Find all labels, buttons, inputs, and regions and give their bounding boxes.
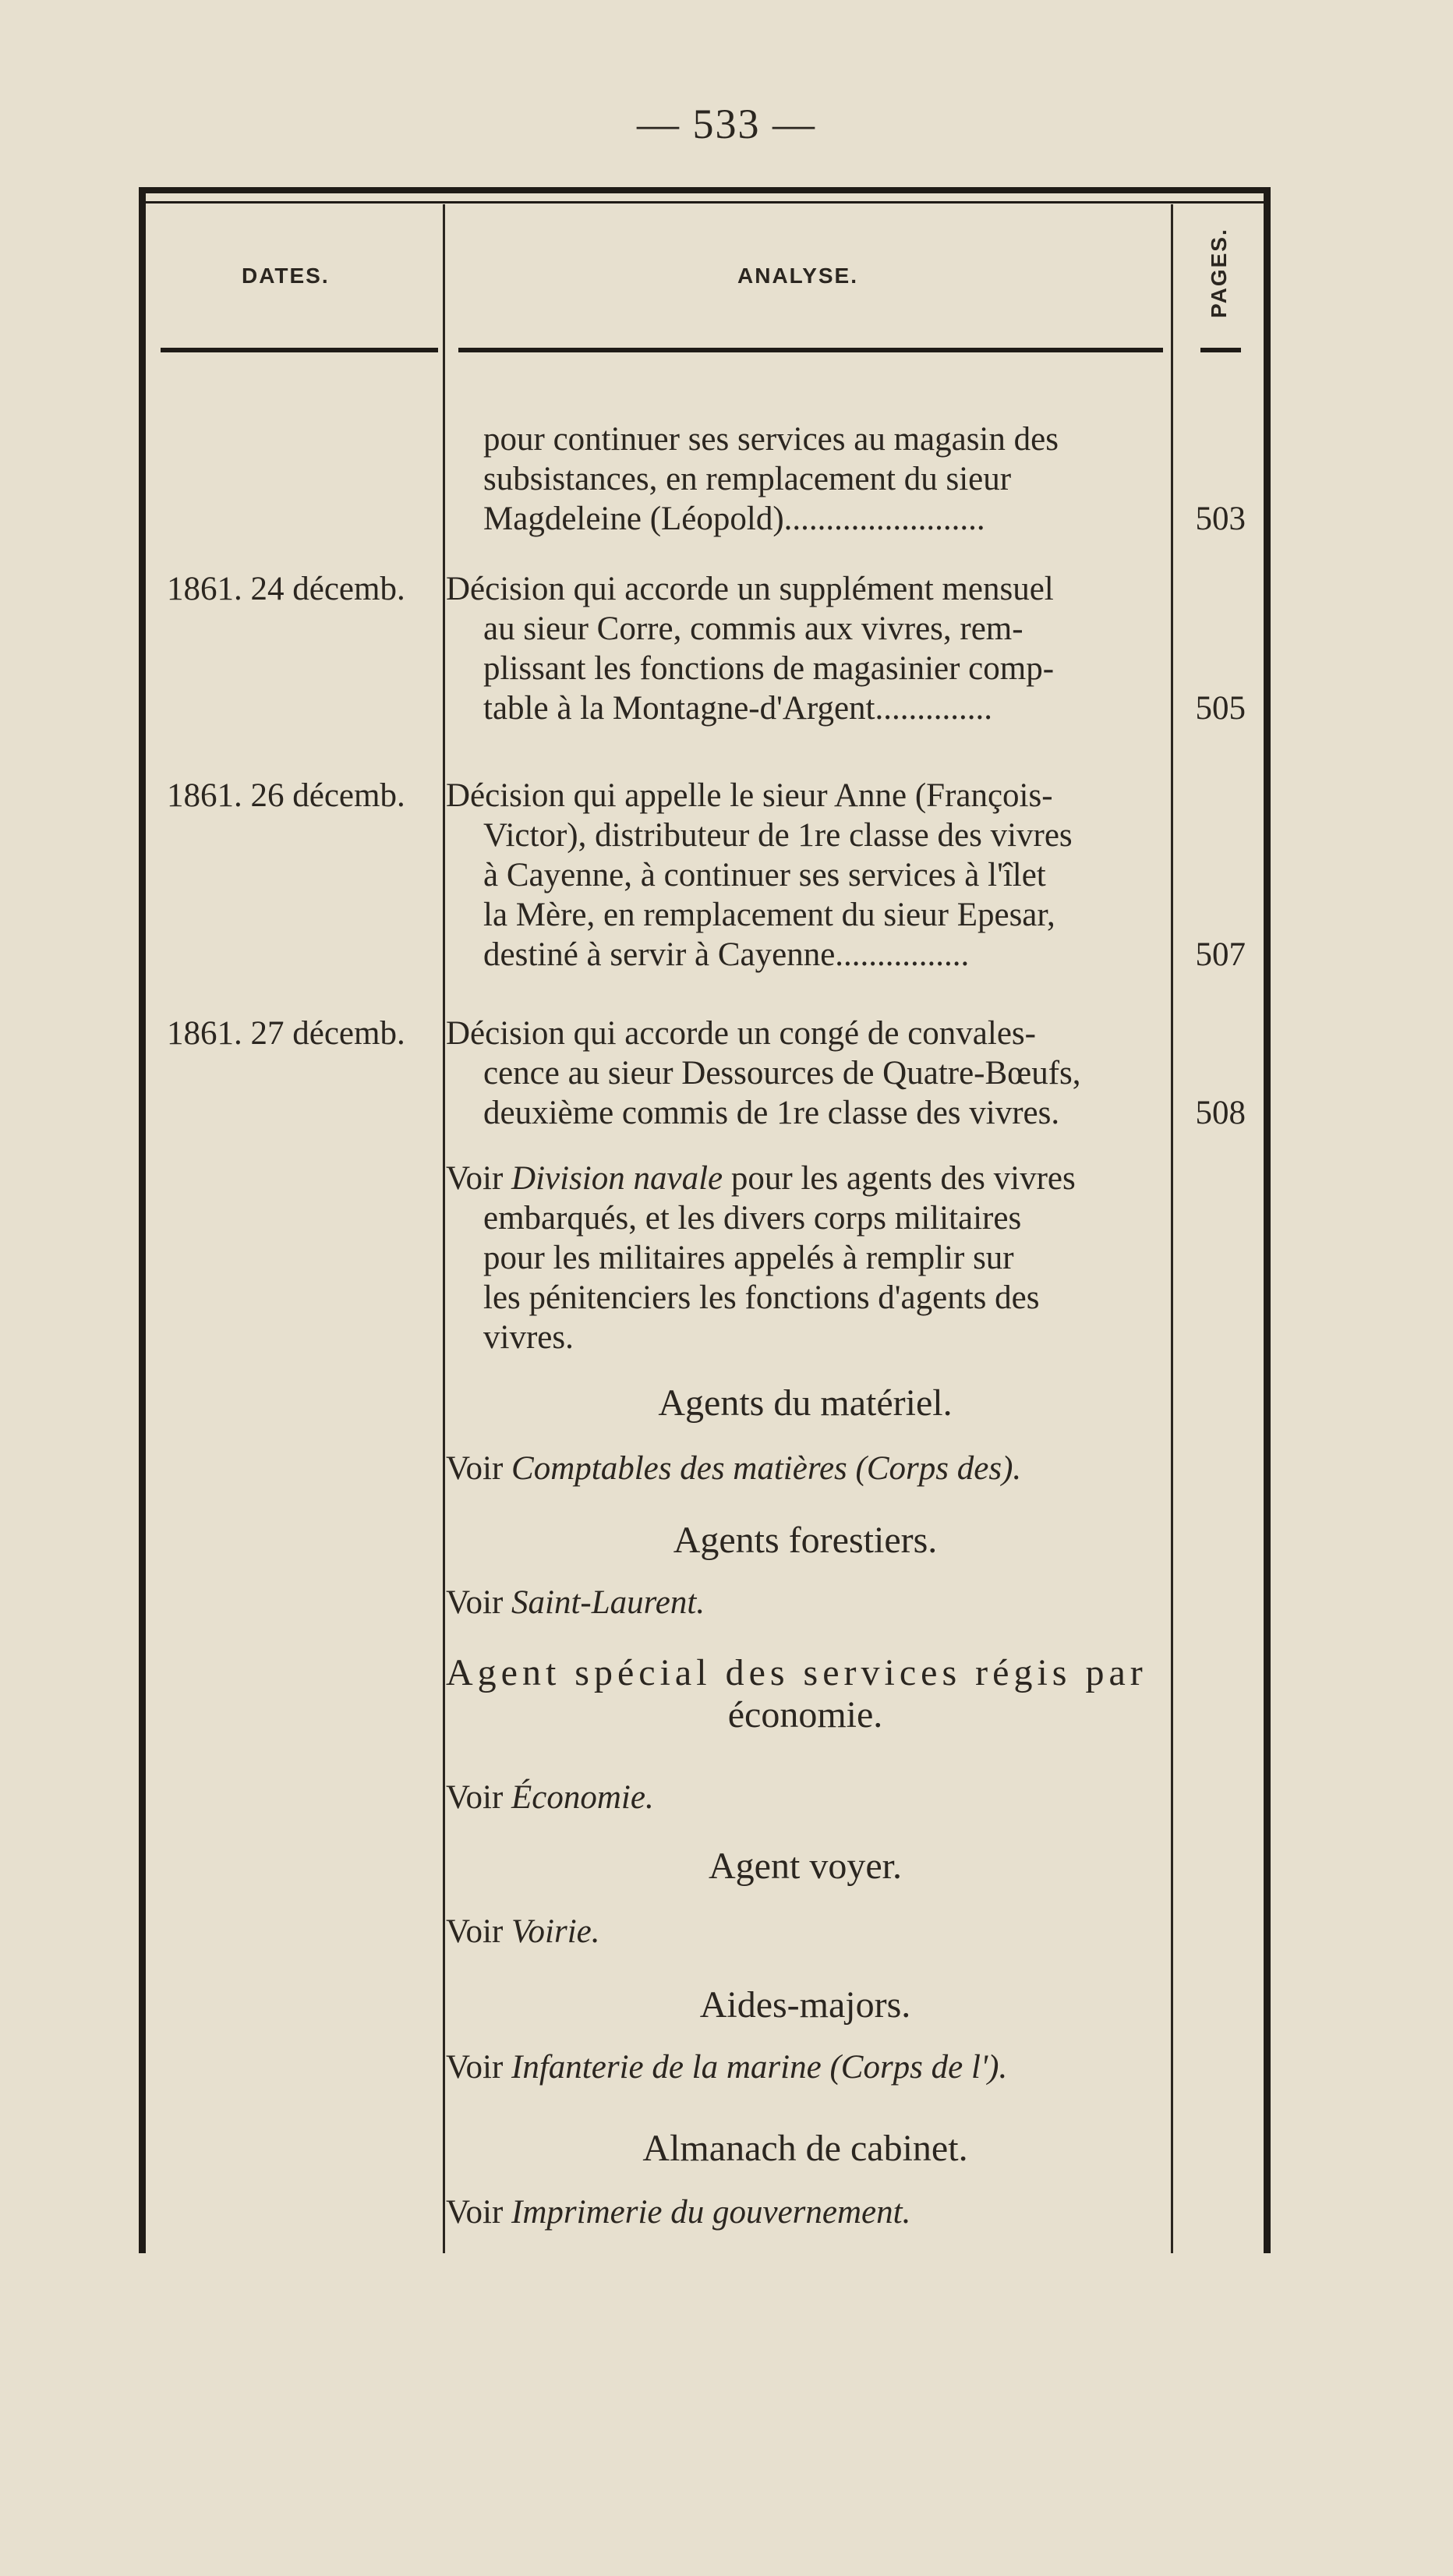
section-voir (446, 1912, 600, 1951)
header-rule-pages (1200, 348, 1241, 352)
page-ref: 507 (1195, 936, 1246, 973)
entry-line: deuxième commis de 1re classe des vivres. (483, 1095, 1060, 1131)
entry-line: Décision qui appelle le sieur Anne (François- (446, 777, 1053, 814)
voir-prefix: Voir (446, 1913, 504, 1950)
voir-line: vivres. (483, 1319, 574, 1356)
entry-text (446, 1014, 1166, 1133)
voir-ref: Saint-Laurent. (511, 1584, 705, 1621)
header-rule-right (458, 348, 1163, 352)
frame-top-rule (146, 201, 1264, 203)
section-voir (446, 2047, 1007, 2087)
voir-prefix: Voir (446, 2194, 504, 2231)
voir-prefix: Voir (446, 2049, 504, 2086)
entry-line: destiné à servir à Cayenne................ (483, 936, 970, 973)
section-voir (446, 1778, 654, 1817)
voir-ref: Voirie. (511, 1913, 600, 1950)
page-ref: 503 (1195, 501, 1246, 537)
header-pages: PAGES. (1207, 228, 1231, 318)
voir-line: pour les militaires appelés à remplir sur (483, 1240, 1014, 1276)
entry-text (446, 569, 1166, 728)
entry-line: plissant les fonctions de magasinier comp- (483, 650, 1055, 687)
entry-date: 1861. 24 décemb. (167, 571, 405, 607)
section-heading-continued: économie. (727, 1694, 883, 1736)
pages-column-rule (1171, 204, 1173, 2253)
voir-ref: Économie. (511, 1779, 654, 1816)
section-heading: Aides-majors. (699, 1984, 911, 2026)
voir-ref: Imprimerie du gouvernement. (511, 2194, 911, 2231)
entry-line: Magdeleine (Léopold)........................ (483, 501, 985, 537)
voir-prefix: Voir (446, 1450, 504, 1487)
section-voir (446, 1583, 705, 1622)
voir-prefix: Voir (446, 1584, 504, 1621)
page-number: — 533 — (637, 101, 816, 147)
page-ref: 508 (1195, 1095, 1246, 1131)
voir-ref: Comptables des matières (Corps des). (511, 1450, 1022, 1487)
section-heading: Agent spécial des services régis par (446, 1652, 1147, 1693)
header-analyse: ANALYSE. (737, 264, 859, 288)
header-rule-left (161, 348, 438, 352)
voir-prefix: Voir (446, 1160, 504, 1197)
voir-ref: Infanterie de la marine (Corps de l'). (511, 2049, 1008, 2086)
section-heading: Agent voyer. (709, 1845, 902, 1887)
entry-line: Décision qui accorde un supplément mensuel (446, 571, 1054, 607)
section-heading: Almanach de cabinet. (642, 2128, 968, 2169)
dates-column-rule (443, 204, 445, 2253)
voir-first-line (446, 1159, 1166, 1198)
entry-date: 1861. 27 décemb. (167, 1015, 405, 1052)
section-heading: Agents du matériel. (658, 1382, 953, 1424)
voir-rest: pour les agents des vivres (723, 1160, 1076, 1197)
entry-line: cence au sieur Dessources de Quatre-Bœufs, (483, 1055, 1081, 1092)
entry-line: table à la Montagne-d'Argent.............. (483, 690, 992, 727)
voir-prefix: Voir (446, 1779, 504, 1816)
voir-block (446, 1159, 1166, 1357)
section-heading: Agents forestiers. (673, 1520, 938, 1561)
entry-line: subsistances, en remplacement du sieur (483, 461, 1012, 497)
entry-text (446, 419, 1166, 539)
entry-line: Victor), distributeur de 1re classe des vivres (483, 817, 1073, 854)
entry-line: Décision qui accorde un congé de convales- (446, 1015, 1036, 1052)
voir-line: embarqués, et les divers corps militaires (483, 1200, 1022, 1237)
entry-line: à Cayenne, à continuer ses services à l'îlet (483, 857, 1046, 893)
entry-line: pour continuer ses services au magasin des (483, 421, 1059, 458)
entry-line: au sieur Corre, commis aux vivres, rem- (483, 610, 1023, 647)
voir-line: les pénitenciers les fonctions d'agents des (483, 1279, 1040, 1316)
section-voir (446, 2192, 910, 2232)
header-dates: DATES. (242, 264, 330, 288)
entry-date: 1861. 26 décemb. (167, 777, 405, 814)
entry-text (446, 776, 1166, 975)
voir-italic-ref: Division navale (511, 1160, 723, 1197)
entry-line: la Mère, en remplacement du sieur Epesar, (483, 897, 1055, 933)
page-ref: 505 (1195, 690, 1246, 727)
section-voir (446, 1449, 1021, 1488)
